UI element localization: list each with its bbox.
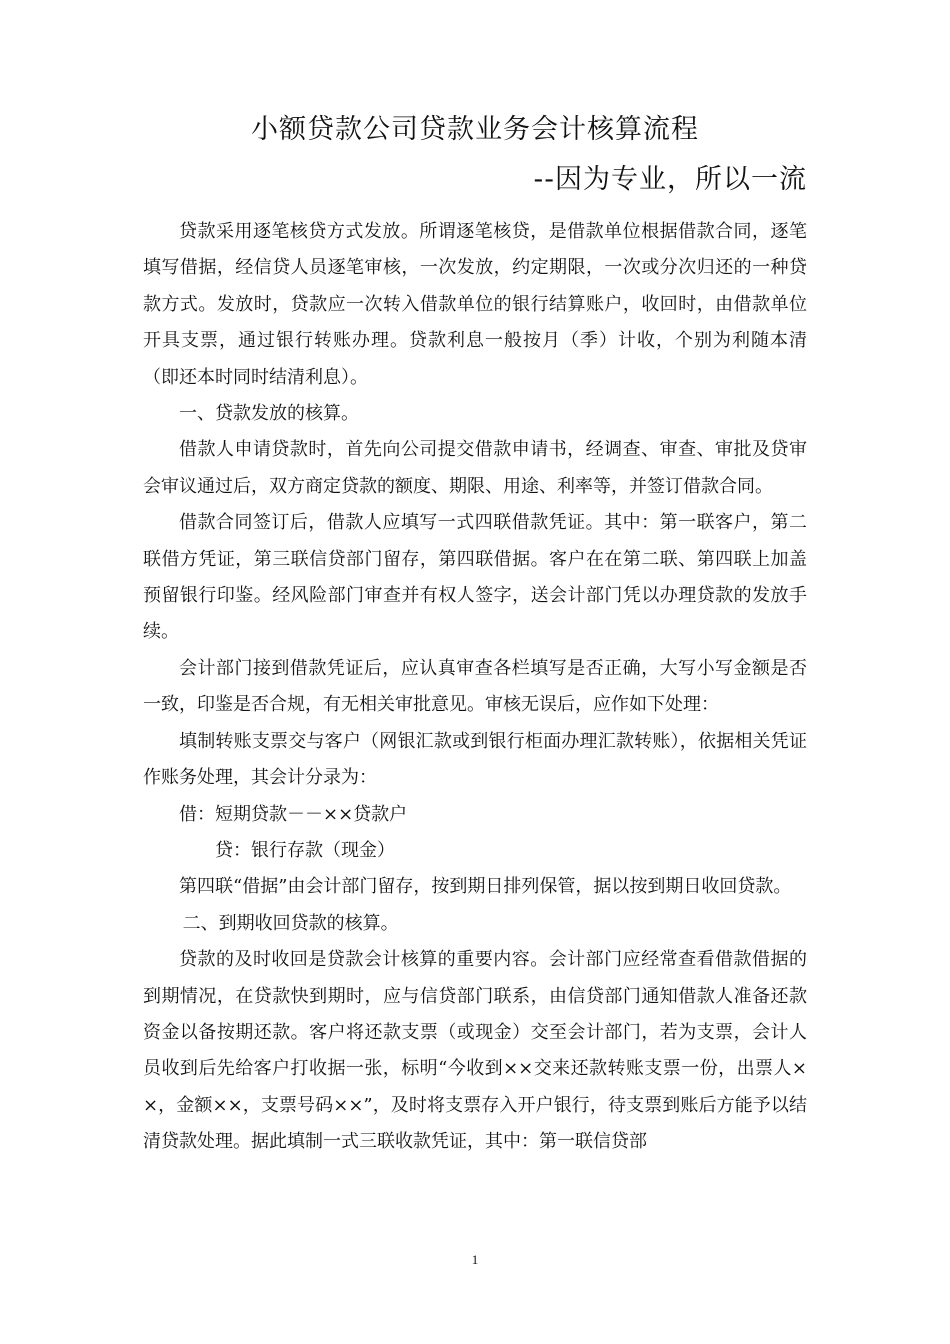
paragraph-accounting-review: 会计部门接到借款凭证后，应认真审查各栏填写是否正确，大写小写金额是否一致，印鉴是否合规，有无相关审批意见。审核无误后，应作如下处理： — [143, 657, 807, 716]
paragraph-transfer-cheque: 填制转账支票交与客户（网银汇款或到银行柜面办理汇款转账），依据相关凭证作账务处理，其会计分录为： — [143, 730, 807, 789]
section-heading-loan-issuance: 一、贷款发放的核算。 — [179, 403, 359, 425]
document-body — [143, 214, 807, 1161]
document-subtitle: --因为专业，所以一流 — [533, 164, 807, 195]
paragraph-receipt-storage: 第四联“借据”由会计部门留存，按到期日排列保管，据以按到期日收回贷款。 — [179, 876, 792, 898]
paragraph-loan-application: 借款人申请贷款时，首先向公司提交借款申请书，经调查、审查、审批及贷审会审议通过后，双方商定贷款的额度、期限、用途、利率等，并签订借款合同。 — [143, 439, 807, 497]
journal-entry-debit: 借：短期贷款－－××贷款户 — [179, 803, 408, 825]
document-title: 小额贷款公司贷款业务会计核算流程 — [251, 114, 699, 145]
paragraph-loan-recovery: 贷款的及时收回是贷款会计核算的重要内容。会计部门应经常查看借款借据的到期情况，在贷款快到期时，应与信贷部门联系，由信贷部门通知借款人准备还款资金以备按期还款。客户将还款支票（或现金）交至会计部门，若为支票，会计人员收到后先给客户打收据一张，标明“今收到××交来还款转账支票一份，出票人××，金额××，支票号码××”，及时将支票存入开户银行，待支票到账后方能予以结清贷款处理。据此填制一式三联收款凭证，其中：第一联信贷部 — [143, 949, 807, 1153]
journal-entry-credit: 贷：银行存款（现金） — [215, 839, 395, 861]
paragraph-loan-voucher: 借款合同签订后，借款人应填写一式四联借款凭证。其中：第一联客户，第二联借方凭证，第三联信贷部门留存，第四联借据。客户在在第二联、第四联上加盖预留银行印鉴。经风险部门审查并有权人签字，送会计部门凭以办理贷款的发放手续。 — [143, 512, 807, 643]
page-number: 1 — [471, 1252, 479, 1267]
paragraph-intro: 贷款采用逐笔核贷方式发放。所谓逐笔核贷，是借款单位根据借款合同，逐笔填写借据，经信贷人员逐笔审核，一次发放，约定期限，一次或分次归还的一种贷款方式。发放时，贷款应一次转入借款单位的银行结算账户，收回时，由借款单位开具支票，通过银行转账办理。贷款利息一般按月（季）计收，个别为利随本清（即还本时同时结清利息）。 — [143, 221, 807, 388]
section-heading-loan-recovery: 二、到期收回贷款的核算。 — [182, 912, 399, 934]
